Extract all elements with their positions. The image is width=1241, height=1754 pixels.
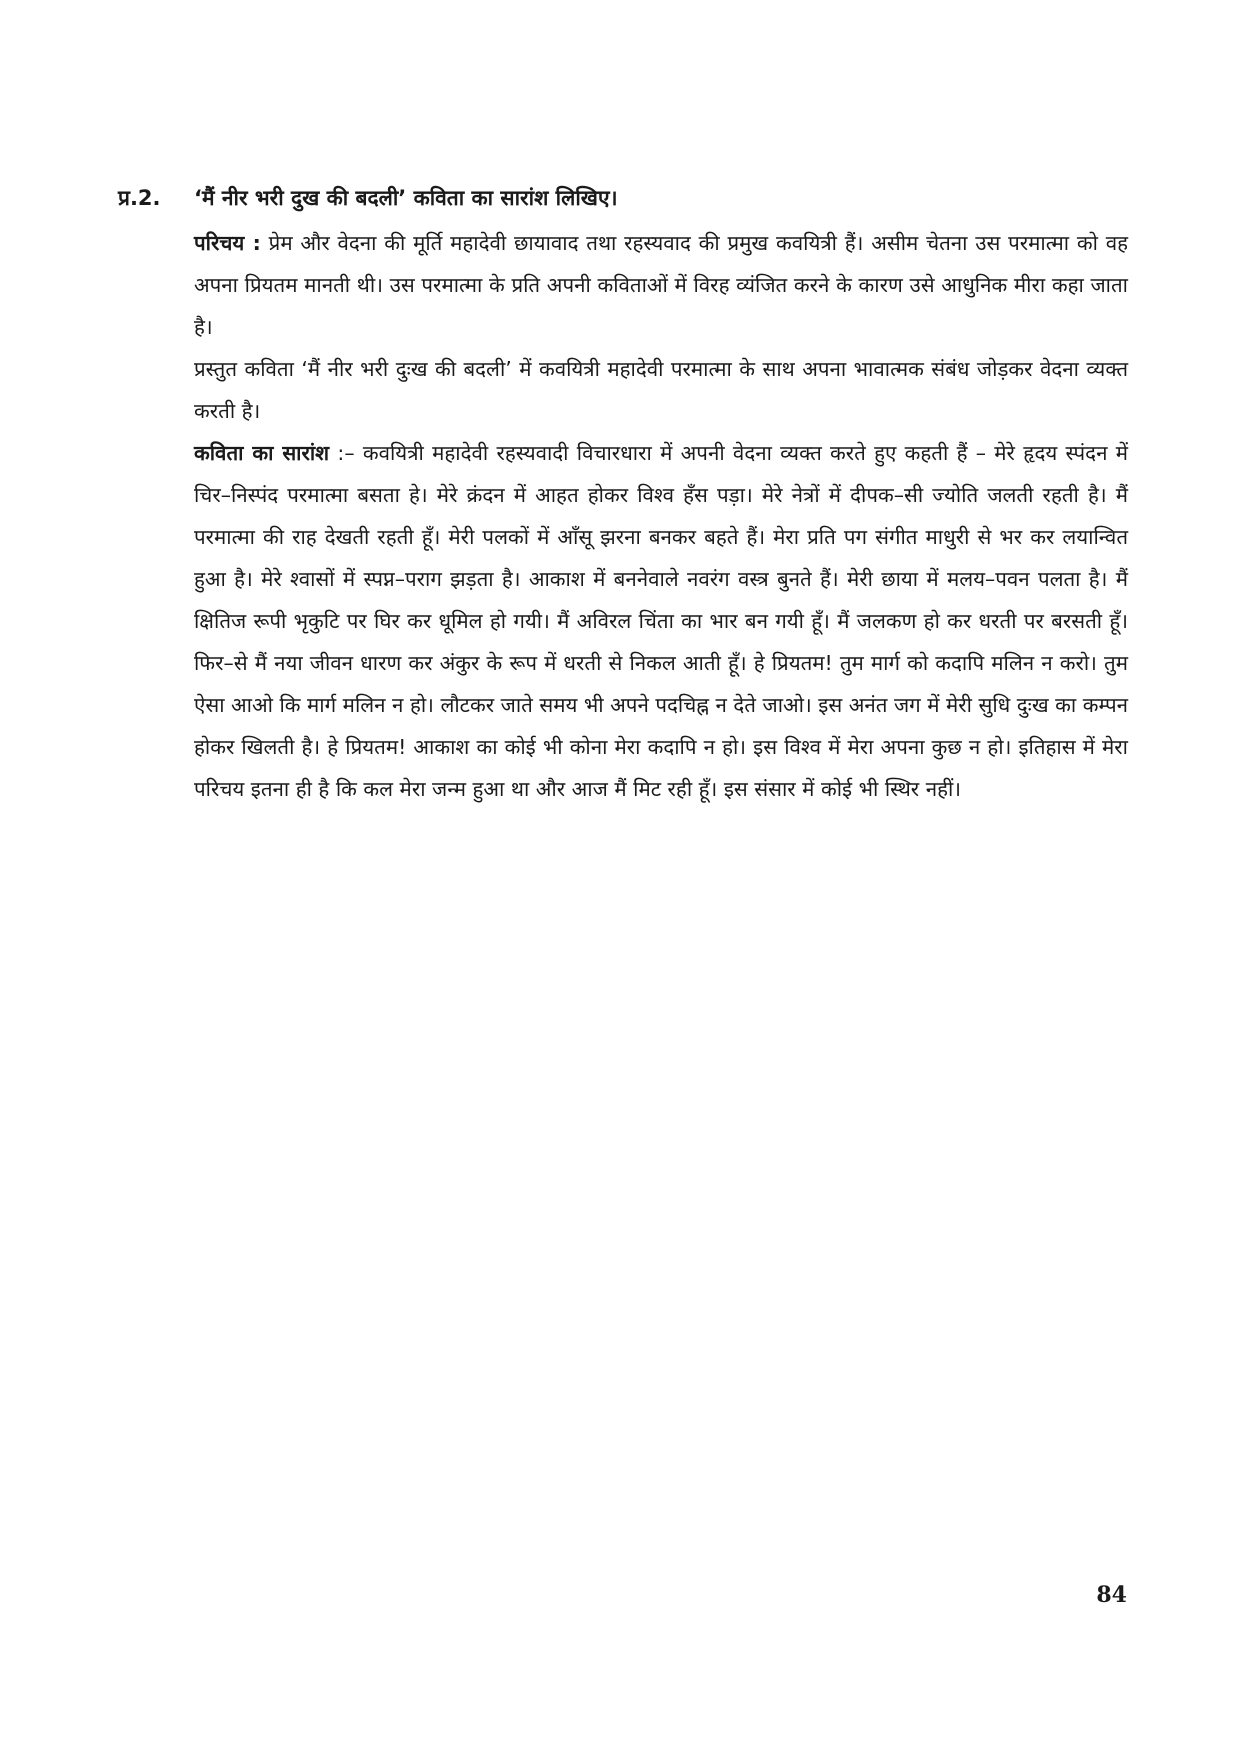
summary-label: कविता का सारांश xyxy=(194,441,330,465)
question-title: ‘मैं नीर भरी दुख की बदली’ कविता का सारांश लिखिए। xyxy=(194,186,618,210)
question-heading xyxy=(118,178,1128,218)
context-text: प्रस्तुत कविता ‘मैं नीर भरी दुःख की बदली’ में कवयित्री महादेवी परमात्मा के साथ अपना भावात्मक संबंध जोड़कर वेदना व्यक्त करती है। xyxy=(194,357,1128,423)
summary-paragraph xyxy=(194,432,1128,810)
question-number: प्र.2. xyxy=(118,186,161,210)
intro-label: परिचय : xyxy=(194,231,261,255)
summary-text: :– कवयित्री महादेवी रहस्यवादी विचारधारा में अपनी वेदना व्यक्त करते हुए कहती हैं – मेरे हृदय स्पंदन में चिर–निस्पंद परमात्मा बसता हे। मेरे क्रंदन में आहत होकर विश्व हँस पड़ा। मेरे नेत्रों में दीपक–सी ज्योति जलती रहती है। मैं परमात्मा की राह देखती रहती हूँ। मेरी पलकों में आँसू झरना बनकर बहते हैं। मेरा प्रति पग संगीत माधुरी से भर कर लयान्वित हुआ है। मेरे श्वासों में स्पप्न–पराग झड़ता है। आकाश में बननेवाले नवरंग वस्त्र बुनते हैं। मेरी छाया में मलय–पवन पलता है। मैं क्षितिज रूपी भृकुटि पर घिर कर धूमिल हो गयी। मैं अविरल चिंता का भार बन गयी हूँ। मैं जलकण हो कर धरती पर बरसती हूँ। फिर–से मैं नया जीवन धारण कर अंकुर के रूप में धरती से निकल आती हूँ। हे प्रियतम! तुम मार्ग को कदापि मलिन न करो। तुम ऐसा आओ कि मार्ग मलिन न हो। लौटकर जाते समय भी अपने पदचिह्न न देते जाओ। इस अनंत जग में मेरी सुधि दुःख का कम्पन होकर खिलती है। हे प्रियतम! आकाश का कोई भी कोना मेरा कदापि न हो। इस विश्व में मेरा अपना कुछ न हो। इतिहास में मेरा परिचय इतना ही है कि कल मेरा जन्म हुआ था और आज मैं मिट रही हूँ। इस संसार में कोई भी स्थिर नहीं। xyxy=(194,441,1128,801)
intro-paragraph xyxy=(194,222,1128,348)
page-number: 84 xyxy=(1096,1582,1127,1608)
intro-text: प्रेम और वेदना की मूर्ति महादेवी छायावाद तथा रहस्यवाद की प्रमुख कवयित्री हैं। असीम चेतना उस परमात्मा को वह अपना प्रियतम मानती थी। उस परमात्मा के प्रति अपनी कविताओं में विरह व्यंजित करने के कारण उसे आधुनिक मीरा कहा जाता है। xyxy=(194,231,1128,339)
answer-body xyxy=(194,222,1128,810)
context-paragraph xyxy=(194,348,1128,432)
